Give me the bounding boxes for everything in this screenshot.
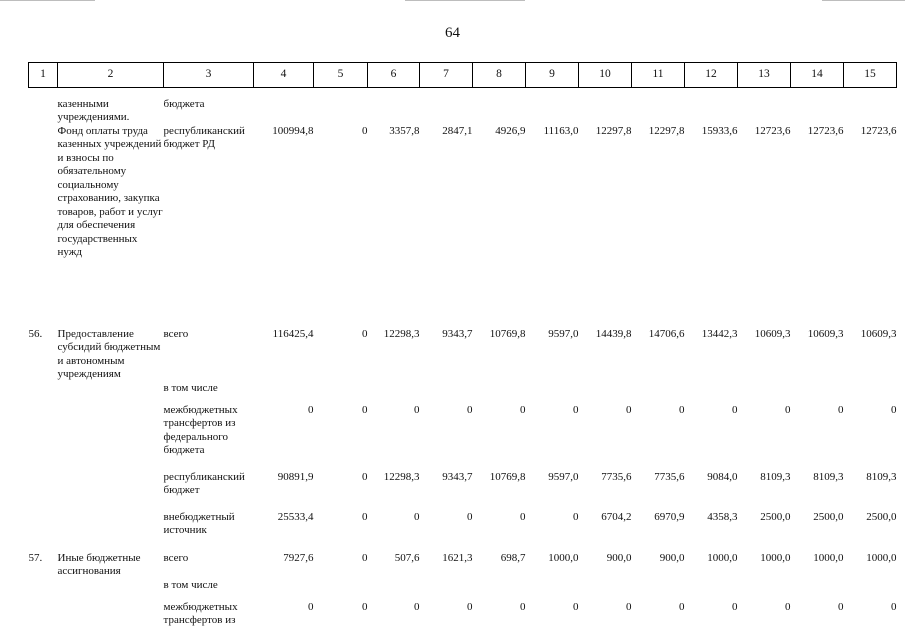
top-rule-mid: [405, 0, 525, 1]
value-cell-col12: 9084,0: [707, 470, 738, 483]
value-cell-col8: 0: [520, 510, 526, 523]
value-cell-col5: 0: [362, 470, 368, 483]
value-cell-col4: 0: [308, 403, 314, 416]
value-cell-col9: 0: [573, 403, 579, 416]
column-header-10: 10: [579, 63, 632, 88]
row-funding-source: бюджета: [163, 97, 205, 110]
value-cell-col15: [844, 579, 897, 601]
value-cell-col11: 900,0: [659, 551, 685, 564]
value-cell-col9: 0: [573, 510, 579, 523]
value-cell-col14: [791, 382, 844, 404]
row-funding-source: в том числе: [163, 381, 218, 394]
value-cell-col9: 1000,0: [548, 551, 579, 564]
row-funding-source: внебюджетный источник: [163, 510, 235, 536]
value-cell-col5: 0: [362, 124, 368, 137]
value-cell-col6: 0: [414, 600, 420, 613]
column-header-2: 2: [58, 63, 164, 88]
value-cell-col14: 10609,3: [807, 327, 844, 340]
value-cell-col11: 6970,9: [654, 510, 685, 523]
value-cell-col8: 4926,9: [495, 124, 526, 137]
value-cell-col12: 13442,3: [701, 327, 738, 340]
value-cell-col15: 10609,3: [860, 327, 897, 340]
column-header-7: 7: [420, 63, 473, 88]
value-cell-col15: [844, 382, 897, 404]
value-cell-col8: 0: [520, 600, 526, 613]
value-cell-col13: 12723,6: [754, 124, 791, 137]
value-cell-col15: 1000,0: [866, 551, 897, 564]
value-cell-col4: [254, 579, 314, 601]
value-cell-col7: 0: [467, 403, 473, 416]
table-row: [29, 382, 897, 404]
row-number: [29, 601, 58, 641]
value-cell-col10: [579, 579, 632, 601]
value-cell-col11: 0: [679, 403, 685, 416]
value-cell-col5: 0: [362, 600, 368, 613]
page-number: 64: [445, 25, 460, 41]
value-cell-col14: 12723,6: [807, 124, 844, 137]
column-header-8: 8: [473, 63, 526, 88]
value-cell-col8: 0: [520, 403, 526, 416]
spacer-row: [29, 88, 897, 98]
value-cell-col5: 0: [362, 510, 368, 523]
value-cell-col6: [368, 382, 420, 404]
value-cell-col5: 0: [362, 327, 368, 340]
value-cell-col14: 2500,0: [813, 510, 844, 523]
value-cell-col12: 0: [732, 403, 738, 416]
value-cell-col10: 0: [626, 403, 632, 416]
table-row: [29, 328, 897, 382]
value-cell-col7: 2847,1: [442, 124, 473, 137]
row-number: [29, 125, 58, 328]
value-cell-col11: [632, 382, 685, 404]
value-cell-col7: 1621,3: [442, 551, 473, 564]
column-header-4: 4: [254, 63, 314, 88]
value-cell-col4: 100994,8: [272, 124, 314, 137]
value-cell-col7: [420, 98, 473, 125]
value-cell-col10: 900,0: [606, 551, 632, 564]
value-cell-col12: [685, 579, 738, 601]
value-cell-col7: [420, 382, 473, 404]
value-cell-col10: 14439,8: [595, 327, 632, 340]
value-cell-col13: [738, 382, 791, 404]
value-cell-col11: [632, 579, 685, 601]
row-name: [58, 471, 164, 511]
value-cell-col8: 10769,8: [489, 470, 526, 483]
column-header-11: 11: [632, 63, 685, 88]
value-cell-col6: 507,6: [394, 551, 420, 564]
value-cell-col9: 11163,0: [543, 124, 579, 137]
value-cell-col6: 12298,3: [383, 470, 420, 483]
value-cell-col9: 9597,0: [548, 470, 579, 483]
value-cell-col10: 0: [626, 600, 632, 613]
column-header-13: 13: [738, 63, 791, 88]
row-number: [29, 382, 58, 404]
value-cell-col11: 0: [679, 600, 685, 613]
value-cell-col4: [254, 382, 314, 404]
value-cell-col4: 90891,9: [277, 470, 314, 483]
row-number: [29, 579, 58, 601]
row-number: 57.: [28, 551, 43, 564]
value-cell-col4: 0: [308, 600, 314, 613]
table-header: [29, 63, 897, 88]
column-header-14: 14: [791, 63, 844, 88]
value-cell-col8: [473, 382, 526, 404]
row-number: 56.: [28, 327, 43, 340]
value-cell-col10: [579, 382, 632, 404]
value-cell-col15: 8109,3: [866, 470, 897, 483]
column-header-5: 5: [314, 63, 368, 88]
value-cell-col12: 0: [732, 600, 738, 613]
value-cell-col7: [420, 579, 473, 601]
top-rule-left: [0, 0, 95, 1]
value-cell-col15: 2500,0: [866, 510, 897, 523]
column-header-9: 9: [526, 63, 579, 88]
row-funding-source: республиканский бюджет РД: [163, 124, 245, 150]
value-cell-col9: [526, 98, 579, 125]
value-cell-col5: [314, 579, 368, 601]
column-header-1: 1: [29, 63, 58, 88]
value-cell-col7: 0: [467, 600, 473, 613]
value-cell-col4: 25533,4: [277, 510, 314, 523]
row-name: казенными учреждениями.: [57, 97, 130, 123]
value-cell-col13: 0: [785, 403, 791, 416]
value-cell-col13: 8109,3: [760, 470, 791, 483]
value-cell-col13: [738, 579, 791, 601]
value-cell-col8: [473, 98, 526, 125]
value-cell-col5: [314, 98, 368, 125]
value-cell-col12: [685, 98, 738, 125]
row-funding-source: республиканский бюджет: [163, 470, 245, 496]
value-cell-col6: 12298,3: [383, 327, 420, 340]
column-header-6: 6: [368, 63, 420, 88]
value-cell-col15: [844, 98, 897, 125]
value-cell-col7: 9343,7: [442, 327, 473, 340]
column-header-15: 15: [844, 63, 897, 88]
value-cell-col5: [314, 382, 368, 404]
row-number: [29, 404, 58, 471]
row-name: [58, 579, 164, 601]
value-cell-col12: 4358,3: [707, 510, 738, 523]
row-name: [58, 404, 164, 471]
row-name: [58, 601, 164, 641]
value-cell-col14: [791, 98, 844, 125]
column-header-3: 3: [164, 63, 254, 88]
value-cell-col12: 1000,0: [707, 551, 738, 564]
value-cell-col8: 698,7: [500, 551, 526, 564]
table-row: [29, 579, 897, 601]
value-cell-col7: 9343,7: [442, 470, 473, 483]
value-cell-col10: [579, 98, 632, 125]
value-cell-col6: [368, 98, 420, 125]
value-cell-col13: 0: [785, 600, 791, 613]
row-number: [29, 471, 58, 511]
row-funding-source: межбюджетных трансфертов из федерального бюджета: [163, 403, 238, 456]
row-funding-source: всего: [163, 551, 189, 564]
column-header-12: 12: [685, 63, 738, 88]
table-row: [29, 511, 897, 552]
value-cell-col10: 12297,8: [595, 124, 632, 137]
row-number: [29, 98, 58, 125]
value-cell-col9: 0: [573, 600, 579, 613]
value-cell-col15: 0: [891, 403, 897, 416]
value-cell-col13: 2500,0: [760, 510, 791, 523]
value-cell-col13: 10609,3: [754, 327, 791, 340]
table-row: [29, 601, 897, 641]
value-cell-col4: 116425,4: [272, 327, 314, 340]
value-cell-col7: 0: [467, 510, 473, 523]
value-cell-col11: 14706,6: [648, 327, 685, 340]
budget-table: [28, 62, 897, 641]
value-cell-col6: 3357,8: [389, 124, 420, 137]
value-cell-col15: 0: [891, 600, 897, 613]
row-funding-source: в том числе: [163, 578, 218, 591]
value-cell-col14: [791, 579, 844, 601]
value-cell-col11: [632, 98, 685, 125]
value-cell-col5: 0: [362, 551, 368, 564]
value-cell-col11: 12297,8: [648, 124, 685, 137]
row-name: [58, 382, 164, 404]
row-funding-source: всего: [163, 327, 189, 340]
value-cell-col4: [254, 98, 314, 125]
value-cell-col8: [473, 579, 526, 601]
value-cell-col14: 0: [838, 403, 844, 416]
value-cell-col5: 0: [362, 403, 368, 416]
value-cell-col6: 0: [414, 403, 420, 416]
value-cell-col9: [526, 579, 579, 601]
value-cell-col14: 1000,0: [813, 551, 844, 564]
table-row: [29, 471, 897, 511]
row-name: Фонд оплаты труда казенных учреждений и взносы по обязательному социальному страхованию, закупка товаров, работ и услуг для обеспечения государственных нужд: [57, 124, 163, 258]
row-name: Иные бюджетные ассигнования: [57, 551, 141, 577]
table-body: [29, 88, 897, 641]
value-cell-col6: 0: [414, 510, 420, 523]
value-cell-col9: 9597,0: [548, 327, 579, 340]
value-cell-col11: 7735,6: [654, 470, 685, 483]
row-name: [58, 511, 164, 552]
value-cell-col12: [685, 382, 738, 404]
value-cell-col13: 1000,0: [760, 551, 791, 564]
value-cell-col14: 8109,3: [813, 470, 844, 483]
value-cell-col12: 15933,6: [701, 124, 738, 137]
row-name: Предоставление субсидий бюджетным и автономным учреждениям: [57, 327, 161, 380]
table-row: [29, 552, 897, 579]
value-cell-col13: [738, 98, 791, 125]
table-row: [29, 98, 897, 125]
value-cell-col10: 7735,6: [601, 470, 632, 483]
value-cell-col9: [526, 382, 579, 404]
row-funding-source: межбюджетных трансфертов из: [163, 600, 238, 626]
header-row: [29, 63, 897, 88]
table-row: [29, 125, 897, 328]
value-cell-col10: 6704,2: [601, 510, 632, 523]
value-cell-col8: 10769,8: [489, 327, 526, 340]
value-cell-col4: 7927,6: [283, 551, 314, 564]
value-cell-col14: 0: [838, 600, 844, 613]
value-cell-col15: 12723,6: [860, 124, 897, 137]
row-number: [29, 511, 58, 552]
top-rule-right: [822, 0, 905, 1]
table-row: [29, 404, 897, 471]
value-cell-col6: [368, 579, 420, 601]
